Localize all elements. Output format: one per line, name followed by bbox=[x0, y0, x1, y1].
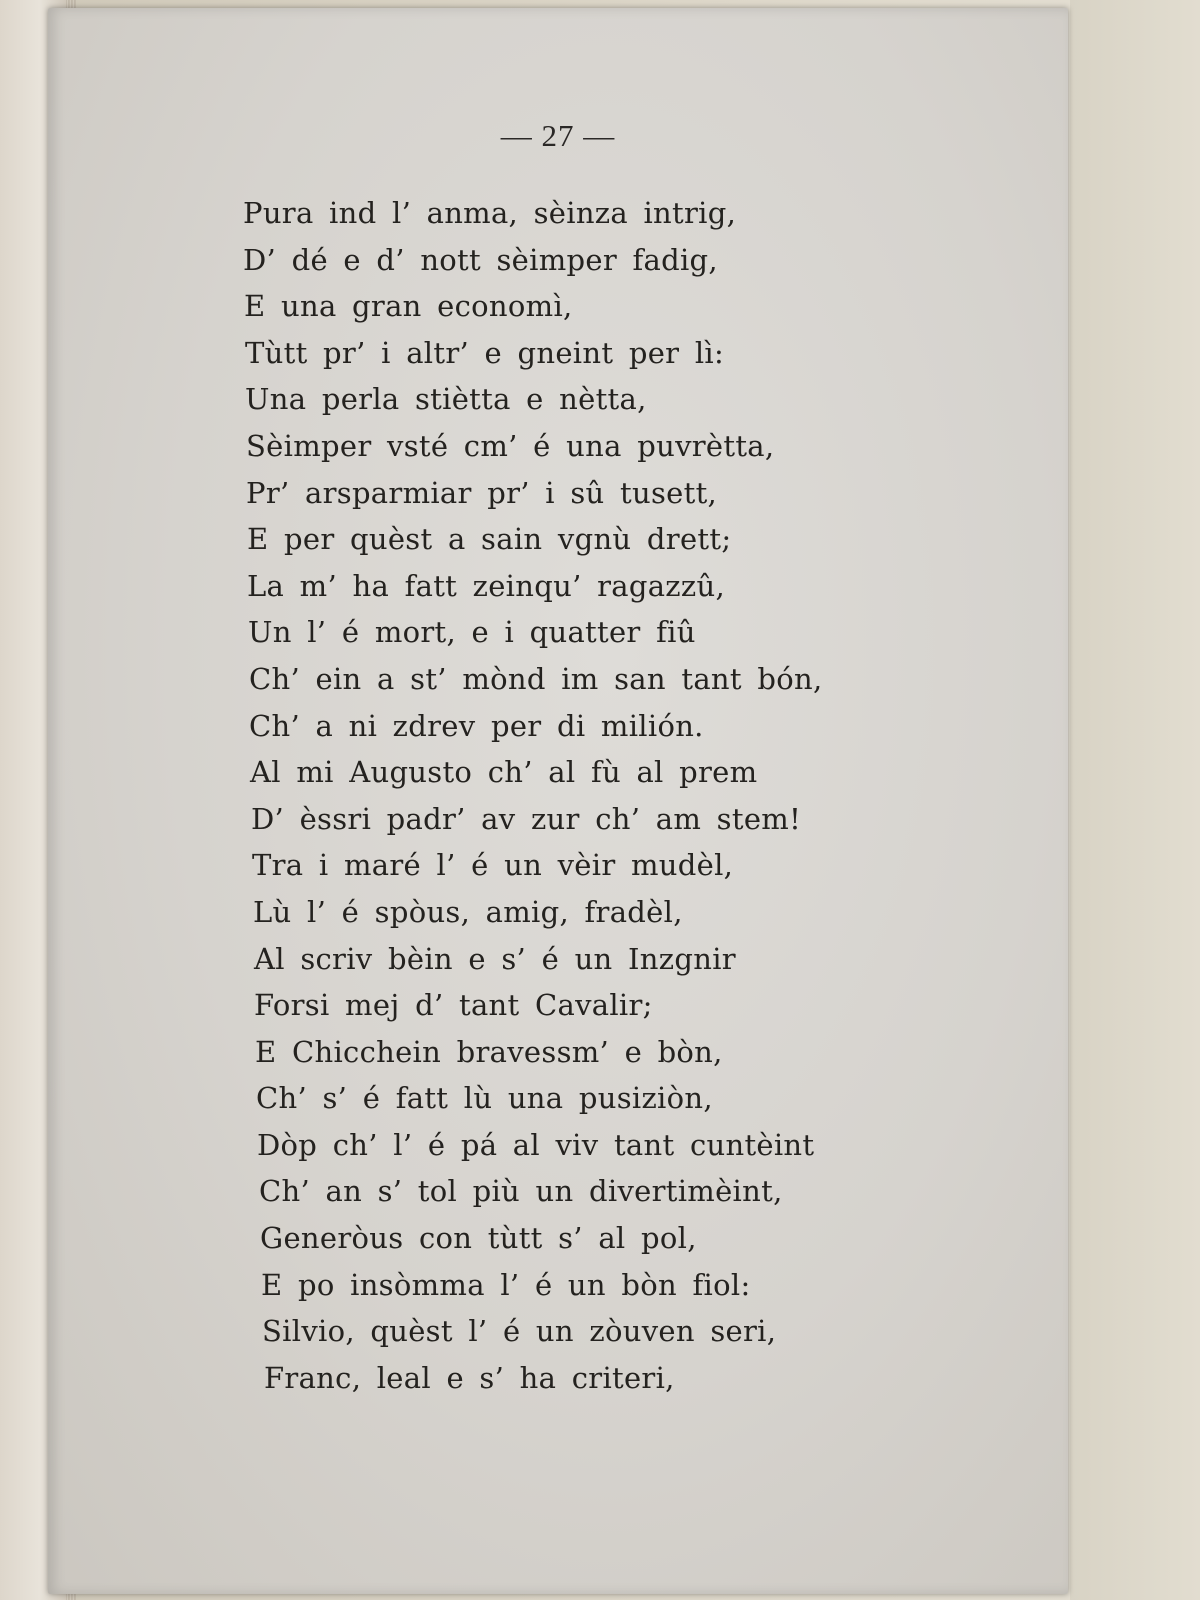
poem-line: Al scriv bèin e s’ é un Inzgnir bbox=[254, 941, 736, 976]
poem-line: Franc, leal e s’ ha criteri, bbox=[264, 1360, 675, 1395]
poem-line: Pura ind l’ anma, sèinza intrig, bbox=[243, 196, 737, 230]
poem-line: E Chicchein bravessm’ e bòn, bbox=[255, 1034, 723, 1069]
poem-line: Ch’ a ni zdrev per di milión. bbox=[249, 708, 704, 743]
table-background-right bbox=[1070, 0, 1200, 1600]
poem-line: Generòus con tùtt s’ al pol, bbox=[260, 1221, 697, 1256]
poem-line: Dòp ch’ l’ é pá al viv tant cuntèint bbox=[257, 1127, 815, 1162]
poem-line: Un l’ é mort, e i quatter fiû bbox=[248, 615, 696, 650]
poem-line: Al mi Augusto ch’ al fù al prem bbox=[250, 755, 758, 790]
poem-line: Tùtt pr’ i altr’ e gneint per lì: bbox=[245, 335, 725, 370]
poem-line: E una gran economì, bbox=[244, 289, 573, 324]
poem-line: Ch’ an s’ tol più un divertimèint, bbox=[259, 1174, 783, 1209]
poem-line: D’ dé e d’ nott sèimper fadig, bbox=[243, 242, 718, 277]
poem-line: Ch’ ein a st’ mònd im san tant bón, bbox=[249, 661, 823, 696]
poem-line: Pr’ arsparmiar pr’ i sû tusett, bbox=[246, 475, 718, 510]
poem-text bbox=[243, 190, 823, 1401]
poem-line: Silvio, quèst l’ é un zòuven seri, bbox=[262, 1314, 777, 1349]
poem-line: Una perla stiètta e nètta, bbox=[245, 382, 647, 417]
poem-line: La m’ ha fatt zeinqu’ ragazzû, bbox=[247, 568, 725, 603]
page-number: — 27 — bbox=[500, 118, 616, 153]
poem-line: Tra i maré l’ é un vèir mudèl, bbox=[252, 848, 734, 883]
poem-line: D’ èssri padr’ av zur ch’ am stem! bbox=[251, 801, 802, 836]
poem-line: Ch’ s’ é fatt lù una pusiziòn, bbox=[256, 1081, 713, 1116]
poem-line: Forsi mej d’ tant Cavalir; bbox=[254, 988, 653, 1023]
book-page bbox=[48, 8, 1068, 1594]
poem-line: E per quèst a sain vgnù drett; bbox=[247, 522, 732, 557]
poem-line: Sèimper vsté cm’ é una puvrètta, bbox=[246, 428, 775, 463]
poem-line: Lù l’ é spòus, amig, fradèl, bbox=[253, 894, 683, 929]
poem-line: E po insòmma l’ é un bòn fiol: bbox=[261, 1267, 751, 1302]
